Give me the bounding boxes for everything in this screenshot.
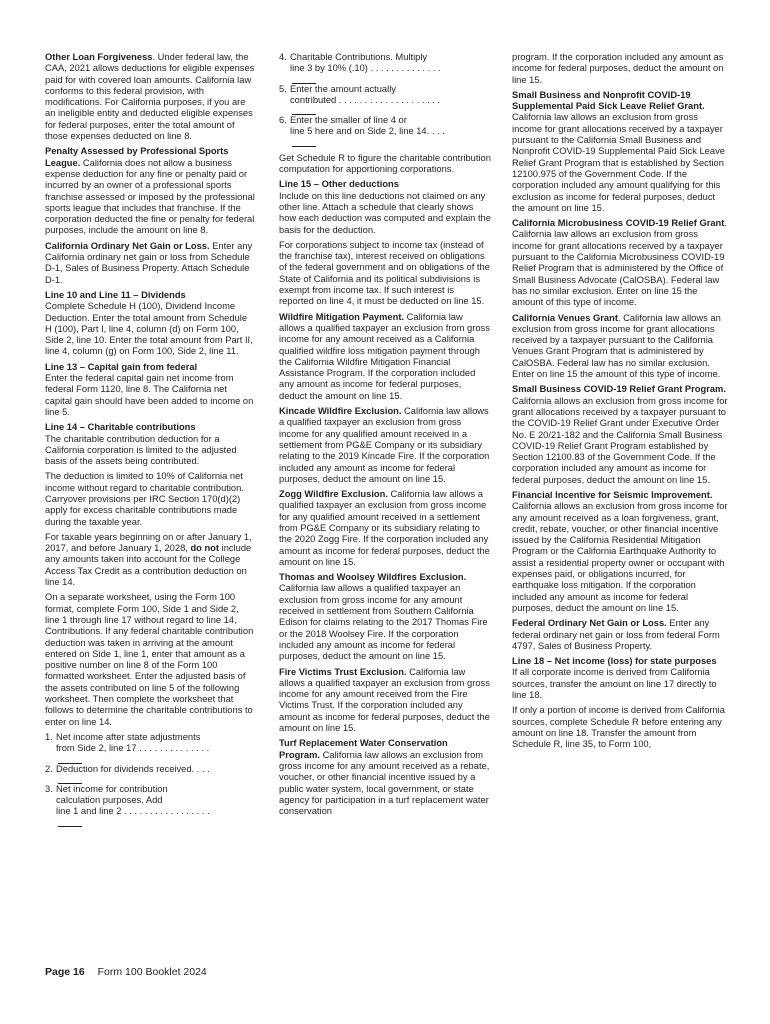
worksheet-line-6: 6. Enter the smaller of line 4 or line 5 here and on Side 2, line 14. . . . xyxy=(279,115,491,147)
paragraph-body: . Under federal law, the CAA, 2021 allows deductions for eligible expenses paid for with covered loan amounts. California law conforms to this federal provision, with modifications. For California purposes, if you are an ineligible entity and deducted eligible expenses for federal purposes, enter the total amount of those expenses deducted on line 8. xyxy=(45,52,255,142)
paragraph-line-18-b: If only a portion of income is derived from California sources, complete Schedule R before entering any amount on line 18. Transfer the amount from Schedule R, line 35, to Form 100, xyxy=(512,705,725,750)
paragraph-title: Other Loan Forgiveness xyxy=(45,52,153,62)
worksheet-line-5: 5. Enter the amount actually contributed . . . . . . . . . . . . . . . . . . . . xyxy=(279,84,491,116)
paragraph-line-14-d: On a separate worksheet, using the Form 100 format, complete Form 100, Side 1 and Side 2, line 1 through line 17 without regard to line 14, Contributions. If any federal charitable contribution deduction was taken in arriving at the amount entered on Side 1, line 1, enter that amount as a positive number on line 8 of the Form 100 formatted worksheet. Enter the adjusted basis of the assets contributed on line 5 of the following worksheet. Then complete the worksheet that follows to determine the charitable contributions to enter on line 14. xyxy=(45,592,254,727)
heading-line-15: Line 15 – Other deductions xyxy=(279,179,399,190)
paragraph-venues-grant: California Venues Grant. California law allows an exclusion from gross income for grant allocations received by a taxpayer pursuant to the California Venues Grant Program that is administered by CalOSBA. Federal law has no similar exclusion. Enter on line 15 the amount of this type of income. xyxy=(512,312,721,380)
page-number: Page 16 xyxy=(45,966,85,978)
paragraph-line-15-a: Include on this line deductions not claimed on any other line. Attach a schedule that clearly shows how each deduction was computed and explain the basis for the deduction. xyxy=(279,190,491,235)
paragraph-fire-victims-trust: Fire Victims Trust Exclusion. California law allows a qualified taxpayer an exclusion from gross income for any amount received from the Fire Victims Trust. If the corporation included any amount as income for federal purposes, deduct the amount on line 15. xyxy=(279,666,490,734)
paragraph-line-10-11: Complete Schedule H (100), Dividend Income Deduction. Enter the total amount from Schedule H (100), Part I, line 4, column (d) on Form 100, Side 2, line 10. Enter the total amount from Part II, line 4, column (g) on Form 100, Side 2, line 11. xyxy=(45,301,253,357)
paragraph-microbusiness-grant: California Microbusiness COVID-19 Relief Grant. California law allows an exclusion from gross income for grant allocations received by a taxpayer pursuant to the California Microbusiness COVID-19 Relief Program that is administered by the Office of Small Business Advocate (CalOSBA). Federal law has no similar exclusion. Enter on line 15 the amount of this type of income. xyxy=(512,218,727,308)
entry-field xyxy=(58,755,82,764)
paragraph-body: California does not allow a business expense deduction for any fine or penalty paid or incurred by an owner of a professional sports franchise assessed or imposed by the professional sports league that includes that franchise. If the corporation deducted the fine or penalty for federal purposes, include the amount on line 8. xyxy=(45,157,255,236)
paragraph-sick-leave-grant: Small Business and Nonprofit COVID-19 Supplemental Paid Sick Leave Relief Grant. California law allows an exclusion from gross income for grant allocations received by a taxpayer pursuant to the California Small Business and Nonprofit COVID-19 Supplemental Paid Sick Leave Relief Grant Program that is established by Section 12100.975 of the Government Code. If the corporation included any amount qualifying for this exclusion as income for federal purposes, deduct the amount on line 15. xyxy=(512,89,725,213)
heading-line-18: Line 18 – Net income (loss) for state purposes xyxy=(512,656,717,667)
entry-field xyxy=(292,75,316,84)
paragraph-line-14-b: The deduction is limited to 10% of California net income without regard to charitable contribution. Carryover provisions per IRC Section 170(d)(2) apply for excess charitable contributions made during the taxable year. xyxy=(45,471,244,527)
worksheet-line-2: 2. Deduction for dividends received. . . . xyxy=(45,764,255,784)
paragraph-line-13: Enter the federal capital gain net income from federal Form 1120, line 8. The California net capital gain should have been added to income on line 5. xyxy=(45,373,254,417)
worksheet-line-3: 3. Net income for contribution calculation purposes. Add line 1 and line 2 . . . . . . . . . . . . . . . . . xyxy=(45,784,255,827)
worksheet-part-2 xyxy=(279,52,491,147)
paragraph-wildfire-mitigation: Wildfire Mitigation Payment. California law allows a qualified taxpayer an exclusion from gross income for any amount received as a California qualified wildfire loss mitigation payment through the California Wildfire Mitigation Financial Assistance Program. If the corporation included any amount as income for federal purposes, deduct the amount on line 15. xyxy=(279,311,490,401)
worksheet-line-4: 4. Charitable Contributions. Multiply line 3 by 10% (.10) . . . . . . . . . . . . . . xyxy=(279,52,491,84)
worksheet-part-1 xyxy=(45,732,255,827)
paragraph-other-loan-forgiveness xyxy=(45,52,255,142)
heading-line-14: Line 14 – Charitable contributions xyxy=(45,422,196,433)
paragraph-federal-ordinary-gain: Federal Ordinary Net Gain or Loss. Enter any federal ordinary net gain or loss from federal Form 4797, Sales of Business Property. xyxy=(512,618,720,651)
paragraph-title: California Ordinary Net Gain or Loss. xyxy=(45,240,210,251)
worksheet-line-1: 1. Net income after state adjustments from Side 2, line 17 . . . . . . . . . . . . . . xyxy=(45,732,255,764)
entry-field xyxy=(58,818,82,827)
paragraph-kincade: Kincade Wildfire Exclusion. California law allows a qualified taxpayer an exclusion from gross income for any qualified amount received in a settlement from PG&E Company or its subsidiary relating to the 2019 Kincade Fire. If the corporation included any amount as income for federal purposes, deduct the amount on line 15. xyxy=(279,406,490,484)
paragraph-ca-ordinary-gain xyxy=(45,241,255,286)
paragraph-turf-continued: program. If the corporation included any amount as income for federal purposes, deduct the amount on line 15. xyxy=(512,52,724,85)
column-left xyxy=(45,52,255,827)
entry-field xyxy=(292,138,316,147)
entry-field xyxy=(58,775,82,784)
paragraph-line-18-a: If all corporate income is derived from California sources, transfer the amount on line 17 directly to line 18. xyxy=(512,667,717,701)
paragraph-schedule-r: Get Schedule R to figure the charitable contribution computation for apportioning corporations. xyxy=(279,152,491,175)
paragraph-line-14-c: For taxable years beginning on or after January 1, 2017, and before January 1, 2028, do not include any amounts taken into account for the College Access Tax Credit as a contribution deduction on line 14. xyxy=(45,531,252,588)
paragraph-small-business-covid-grant: Small Business COVID-19 Relief Grant Program. California allows an exclusion from gross income for grant allocations received by a taxpayer pursuant to the COVID-19 Relief Grant under Executive Order No. E 20/21-182 and the California Small Business COVID-19 Relief Grant Program established by Section 12100.83 of the Government Code. If the corporation included any amount as income for federal purposes, deduct the amount on line 15. xyxy=(512,384,728,485)
paragraph-thomas-woolsey: Thomas and Woolsey Wildfires Exclusion. California law allows a qualified taxpayer an exclusion from gross income for any amount received in settlement from Southern California Edison for claims relating to the 2017 Thomas Fire or the 2018 Woolsey Fire. If the corporation included any amount as income for federal purposes, deduct the amount on line 15. xyxy=(279,572,488,662)
paragraph-penalty-sports-league xyxy=(45,146,255,236)
paragraph-zogg: Zogg Wildfire Exclusion. California law allows a qualified taxpayer an exclusion from gross income for any qualified amount received in a settlement from PG&E Company or its subsidiary relating to the 2020 Zogg Fire. If the corporation included any amount as income for federal purposes, deduct the amount on line 15. xyxy=(279,489,490,567)
booklet-name: Form 100 Booklet 2024 xyxy=(97,966,207,978)
heading-line-13: Line 13 – Capital gain from federal xyxy=(45,361,198,372)
paragraph-turf-replacement: Turf Replacement Water Conservation Program. California law allows an exclusion from gross income for any amount received as a rebate, voucher, or other financial incentive issued by a public water system, local government, or state agency for participation in a turf replacement water conservation xyxy=(279,738,490,817)
paragraph-seismic-improvement: Financial Incentive for Seismic Improvement. California allows an exclusion from gross income for any amount received as a loan forgiveness, grant, credit, rebate, voucher, or other financial incentive issued by the California Residential Mitigation Program or the California Earthquake Authority to assist a residential property owner or occupant with expenses paid, or obligations incurred, for earthquake loss mitigation. If the corporation included any amount as income for federal purposes, deduct the amount on line 15. xyxy=(512,489,728,613)
entry-field xyxy=(292,106,316,115)
heading-line-10-11: Line 10 and Line 11 – Dividends xyxy=(45,289,186,300)
paragraph-body: Enter any California ordinary net gain or loss from Schedule D-1, Sales of Business Property. Attach Schedule D-1. xyxy=(45,240,253,285)
paragraph-line-15-b: For corporations subject to income tax (instead of the franchise tax), interest received on obligations of the federal government and on obligations of the State of California and its political subdivisions is exempt from income tax. If such interest is reported on line 4, it must be deducted on line 15. xyxy=(279,239,490,307)
page-footer xyxy=(45,966,207,978)
paragraph-line-14-a: The charitable contribution deduction for a California corporation is limited to the adjusted basis of the assets being contributed. xyxy=(45,433,237,467)
column-right xyxy=(512,52,728,755)
column-middle xyxy=(279,52,491,821)
paragraph-title: Penalty Assessed by Professional Sports League. xyxy=(45,146,229,168)
